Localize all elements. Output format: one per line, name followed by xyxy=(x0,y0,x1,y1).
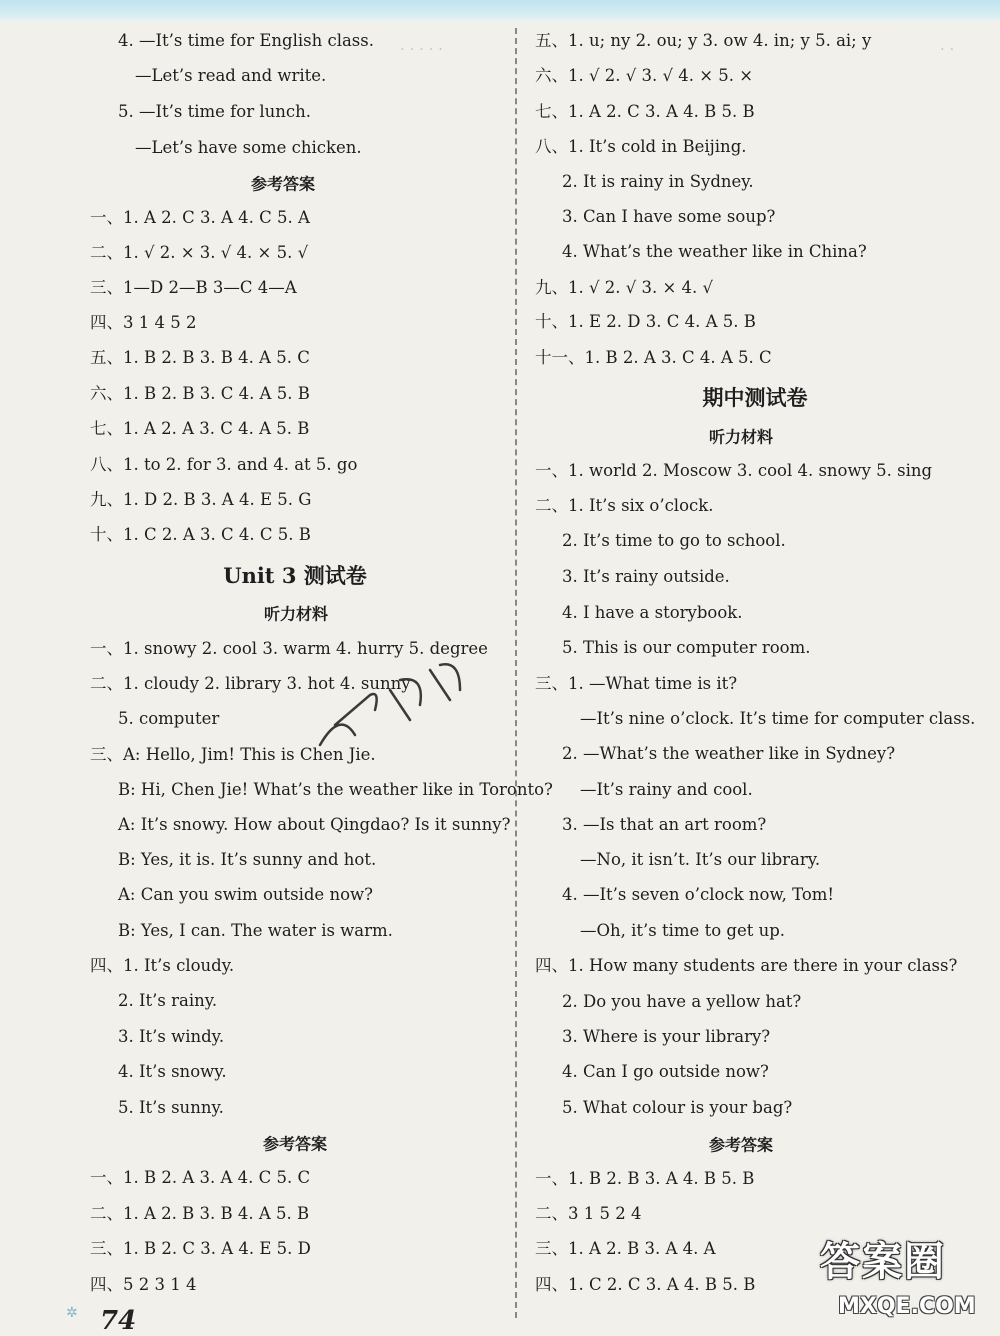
left-answer-line: A: Can you swim outside now? xyxy=(118,885,373,904)
left-answer-line: B: Hi, Chen Jie! What’s the weather like in Toronto? xyxy=(118,780,553,799)
right-section-heading: 期中测试卷 xyxy=(702,385,808,410)
left-answer-line: 一、1. B 2. A 3. A 4. C 5. C xyxy=(90,1168,311,1187)
right-answer-line: 二、3 1 5 2 4 xyxy=(535,1204,642,1223)
left-answer-line: 3. It’s windy. xyxy=(118,1027,225,1046)
left-section-heading: 参考答案 xyxy=(262,1134,328,1154)
right-answer-line: 八、1. It’s cold in Beijing. xyxy=(535,137,747,156)
right-answer-line: —It’s nine o’clock. It’s time for computer class. xyxy=(580,709,976,728)
left-answer-line: 二、1. √ 2. × 3. √ 4. × 5. √ xyxy=(90,243,309,262)
left-answer-line: 四、1. It’s cloudy. xyxy=(90,956,235,975)
left-answer-line: 九、1. D 2. B 3. A 4. E 5. G xyxy=(90,490,312,509)
right-answer-line: 4. —It’s seven o’clock now, Tom! xyxy=(562,885,835,904)
left-answer-line: —Let’s have some chicken. xyxy=(135,138,362,157)
right-answer-line: —It’s rainy and cool. xyxy=(580,780,753,799)
right-answer-line: 2. It’s time to go to school. xyxy=(562,531,786,550)
right-answer-line: 4. Can I go outside now? xyxy=(562,1062,769,1081)
left-section-heading: 听力材料 xyxy=(263,604,329,624)
right-answer-line: 2. Do you have a yellow hat? xyxy=(562,992,802,1011)
left-answer-line: 5. computer xyxy=(118,709,220,728)
right-answer-line: 2. It is rainy in Sydney. xyxy=(562,172,754,191)
watermark xyxy=(820,1230,990,1326)
left-section-heading: Unit 3 测试卷 xyxy=(223,563,367,588)
right-answer-line: 七、1. A 2. C 3. A 4. B 5. B xyxy=(535,102,755,121)
left-answer-line: 四、3 1 4 5 2 xyxy=(90,313,197,332)
top-decorative-band xyxy=(0,0,1000,22)
left-answer-line: 5. It’s sunny. xyxy=(118,1098,224,1117)
left-answer-line: 六、1. B 2. B 3. C 4. A 5. B xyxy=(90,384,310,403)
left-answer-line: 二、1. cloudy 2. library 3. hot 4. sunny xyxy=(90,674,411,693)
right-answer-line: 三、1. —What time is it? xyxy=(535,674,738,693)
left-answer-line: 七、1. A 2. A 3. C 4. A 5. B xyxy=(90,419,310,438)
right-answer-line: 3. Can I have some soup? xyxy=(562,207,776,226)
right-answer-line: 一、1. B 2. B 3. A 4. B 5. B xyxy=(535,1169,755,1188)
left-answer-line: B: Yes, it is. It’s sunny and hot. xyxy=(118,850,377,869)
right-answer-line: 3. —Is that an art room? xyxy=(562,815,767,834)
left-answer-line: 5. —It’s time for lunch. xyxy=(118,102,311,121)
bleed-through-text: · · · · · xyxy=(400,40,443,58)
watermark-url: MXQE.COM xyxy=(838,1294,976,1319)
left-answer-line: 八、1. to 2. for 3. and 4. at 5. go xyxy=(90,455,358,474)
right-answer-line: 2. —What’s the weather like in Sydney? xyxy=(562,744,896,763)
left-answer-line: 2. It’s rainy. xyxy=(118,991,218,1010)
left-answer-line: 三、1. B 2. C 3. A 4. E 5. D xyxy=(90,1239,311,1258)
left-answer-line: B: Yes, I can. The water is warm. xyxy=(118,921,393,940)
page-number: 74 xyxy=(100,1306,137,1336)
right-answer-line: 四、1. How many students are there in your class? xyxy=(535,956,958,975)
right-section-heading: 参考答案 xyxy=(708,1135,774,1155)
right-answer-line: 六、1. √ 2. √ 3. √ 4. × 5. × xyxy=(535,66,754,85)
right-section-heading: 听力材料 xyxy=(708,427,774,447)
right-answer-line: 五、1. u; ny 2. ou; y 3. ow 4. in; y 5. ai; y xyxy=(535,31,872,50)
right-answer-line: 二、1. It’s six o’clock. xyxy=(535,496,714,515)
right-answer-line: 3. Where is your library? xyxy=(562,1027,771,1046)
right-answer-line: 5. What colour is your bag? xyxy=(562,1098,793,1117)
right-answer-line: 4. I have a storybook. xyxy=(562,603,743,622)
right-answer-line: 九、1. √ 2. √ 3. × 4. √ xyxy=(535,278,714,297)
watermark-logo: 答案圈 xyxy=(820,1239,946,1285)
right-answer-line: 四、1. C 2. C 3. A 4. B 5. B xyxy=(535,1275,756,1294)
left-answer-line: A: It’s snowy. How about Qingdao? Is it sunny? xyxy=(118,815,511,834)
right-answer-line: 4. What’s the weather like in China? xyxy=(562,242,867,261)
left-answer-line: 十、1. C 2. A 3. C 4. C 5. B xyxy=(90,525,311,544)
left-answer-line: 五、1. B 2. B 3. B 4. A 5. C xyxy=(90,348,310,367)
bleed-through-text: · · xyxy=(940,40,955,58)
right-answer-line: 5. This is our computer room. xyxy=(562,638,811,657)
left-answer-line: 4. It’s snowy. xyxy=(118,1062,227,1081)
left-answer-line: 三、1—D 2—B 3—C 4—A xyxy=(90,278,297,297)
right-answer-line: 十一、1. B 2. A 3. C 4. A 5. C xyxy=(535,348,772,367)
right-answer-line: —No, it isn’t. It’s our library. xyxy=(580,850,821,869)
corner-decoration-icon: ✲ xyxy=(66,1305,78,1321)
left-answer-line: 一、1. A 2. C 3. A 4. C 5. A xyxy=(90,208,310,227)
left-answer-line: 4. —It’s time for English class. xyxy=(118,31,374,50)
right-answer-line: —Oh, it’s time to get up. xyxy=(580,921,786,940)
left-answer-line: 三、A: Hello, Jim! This is Chen Jie. xyxy=(90,745,376,764)
right-answer-line: 3. It’s rainy outside. xyxy=(562,567,730,586)
left-answer-line: —Let’s read and write. xyxy=(135,66,327,85)
right-answer-line: 三、1. A 2. B 3. A 4. A xyxy=(535,1239,716,1258)
right-answer-line: 一、1. world 2. Moscow 3. cool 4. snowy 5. sing xyxy=(535,461,933,480)
left-answer-line: 四、5 2 3 1 4 xyxy=(90,1275,197,1294)
right-answer-line: 十、1. E 2. D 3. C 4. A 5. B xyxy=(535,312,756,331)
column-divider xyxy=(515,28,517,1318)
left-section-heading: 参考答案 xyxy=(250,174,316,194)
left-answer-line: 一、1. snowy 2. cool 3. warm 4. hurry 5. degree xyxy=(90,639,488,658)
left-answer-line: 二、1. A 2. B 3. B 4. A 5. B xyxy=(90,1204,310,1223)
